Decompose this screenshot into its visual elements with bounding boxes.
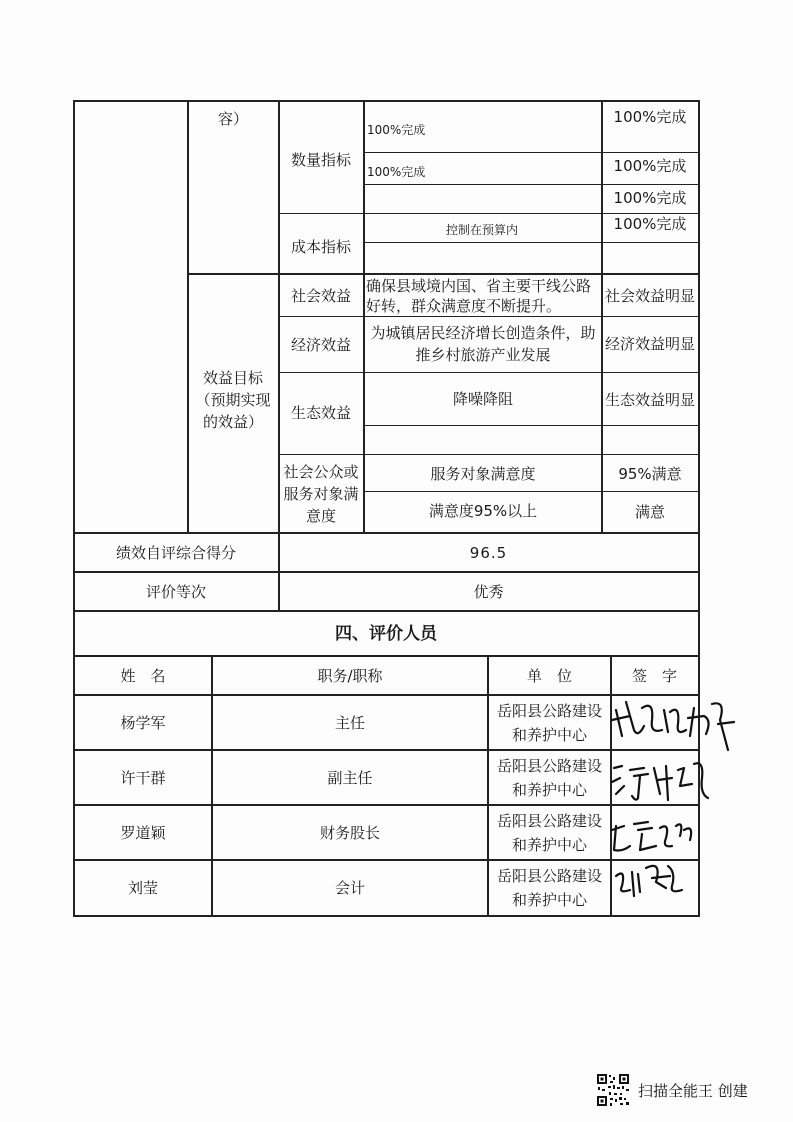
column-header-name: 姓 名 <box>120 666 166 685</box>
qr-code-icon <box>596 1073 630 1107</box>
reviewer-name: 许干群 <box>120 768 166 787</box>
reviewer-title: 会计 <box>334 879 365 897</box>
reviewer-unit-line-2: 和养护中心 <box>511 891 587 909</box>
reviewer-unit-line-1: 岳阳县公路建设 <box>496 701 602 720</box>
cost-indicator-value: 100%完成 <box>613 215 687 233</box>
ecological-benefit-value: 生态效益明显 <box>604 391 695 409</box>
social-benefit-value: 社会效益明显 <box>604 286 695 305</box>
satisfaction-label-line-3: 意度 <box>305 507 336 525</box>
reviewer-name: 罗道颖 <box>120 823 166 842</box>
cost-indicator-label: 成本指标 <box>290 238 351 256</box>
satisfaction-row-2-value: 满意 <box>634 503 665 521</box>
quantity-row-2-value: 100%完成 <box>613 157 687 175</box>
reviewer-unit-line-1: 岳阳县公路建设 <box>496 811 602 830</box>
score-label: 绩效自评综合得分 <box>115 543 236 562</box>
economic-benefit-label: 经济效益 <box>290 336 351 354</box>
social-benefit-label: 社会效益 <box>290 286 351 305</box>
satisfaction-row-1-value: 95%满意 <box>618 465 682 483</box>
signature-3 <box>612 822 691 851</box>
quantity-indicator-label: 数量指标 <box>290 151 351 169</box>
reviewers-heading: 四、评价人员 <box>335 623 437 644</box>
signature-4 <box>616 866 682 896</box>
quantity-row-1-content: 100%完成 <box>367 123 426 137</box>
reviewer-title: 主任 <box>334 713 365 732</box>
benefit-target-label <box>189 360 277 440</box>
column-header-signature: 签 字 <box>631 666 677 685</box>
grade-label: 评价等次 <box>145 582 206 601</box>
scanner-brand: 扫描全能王 创建 <box>638 1081 748 1100</box>
satisfaction-row-2-content: 满意度95%以上 <box>428 502 538 520</box>
reviewer-unit <box>489 806 610 859</box>
column-header-title: 职务/职称 <box>317 666 383 685</box>
satisfaction-label <box>280 456 362 532</box>
social-benefit-content: 确保县域境内国、省主要干线公路好转，群众满意度不断提升。 <box>366 276 592 315</box>
reviewer-unit <box>489 696 610 749</box>
economic-benefit-content: 为城镇居民经济增长创造条件，助推乡村旅游产业发展 <box>370 324 596 364</box>
reviewer-unit-line-2: 和养护中心 <box>511 780 587 799</box>
reviewer-unit-line-1: 岳阳县公路建设 <box>496 756 602 775</box>
reviewer-unit-line-2: 和养护中心 <box>511 835 587 854</box>
quantity-row-2-content: 100%完成 <box>367 165 426 179</box>
reviewer-name: 杨学军 <box>120 713 166 732</box>
benefit-label-line-1: 效益目标 <box>202 369 263 387</box>
benefit-label-line-3: 的效益） <box>202 413 263 431</box>
ecological-benefit-content: 降噪降阻 <box>452 390 513 408</box>
benefit-label-line-2: （预期实现 <box>195 391 271 409</box>
reviewer-name: 刘莹 <box>127 879 158 897</box>
quantity-row-1-value: 100%完成 <box>613 108 687 126</box>
satisfaction-label-line-1: 社会公众或 <box>283 463 359 481</box>
cost-indicator-content: 控制在预算内 <box>445 223 518 237</box>
scanner-watermark <box>596 1073 748 1107</box>
score-value: 96.5 <box>469 543 508 562</box>
quantity-row-3-value: 100%完成 <box>613 189 687 207</box>
signatures-drawing <box>608 690 743 920</box>
reviewer-unit <box>489 751 610 804</box>
content-continuation: 容） <box>217 110 248 128</box>
reviewer-unit-line-2: 和养护中心 <box>511 725 587 744</box>
ecological-benefit-label: 生态效益 <box>290 404 351 422</box>
satisfaction-row-1-content: 服务对象满意度 <box>430 465 536 483</box>
reviewer-unit <box>489 861 610 915</box>
reviewer-unit-line-1: 岳阳县公路建设 <box>496 867 602 885</box>
grade-value: 优秀 <box>473 582 504 601</box>
signature-2 <box>612 763 708 800</box>
satisfaction-label-line-2: 服务对象满 <box>283 485 359 503</box>
economic-benefit-value: 经济效益明显 <box>604 335 695 353</box>
column-header-unit: 单 位 <box>526 666 572 685</box>
reviewer-title: 财务股长 <box>319 823 380 842</box>
signature-1 <box>612 702 734 750</box>
reviewer-title: 副主任 <box>327 768 373 787</box>
